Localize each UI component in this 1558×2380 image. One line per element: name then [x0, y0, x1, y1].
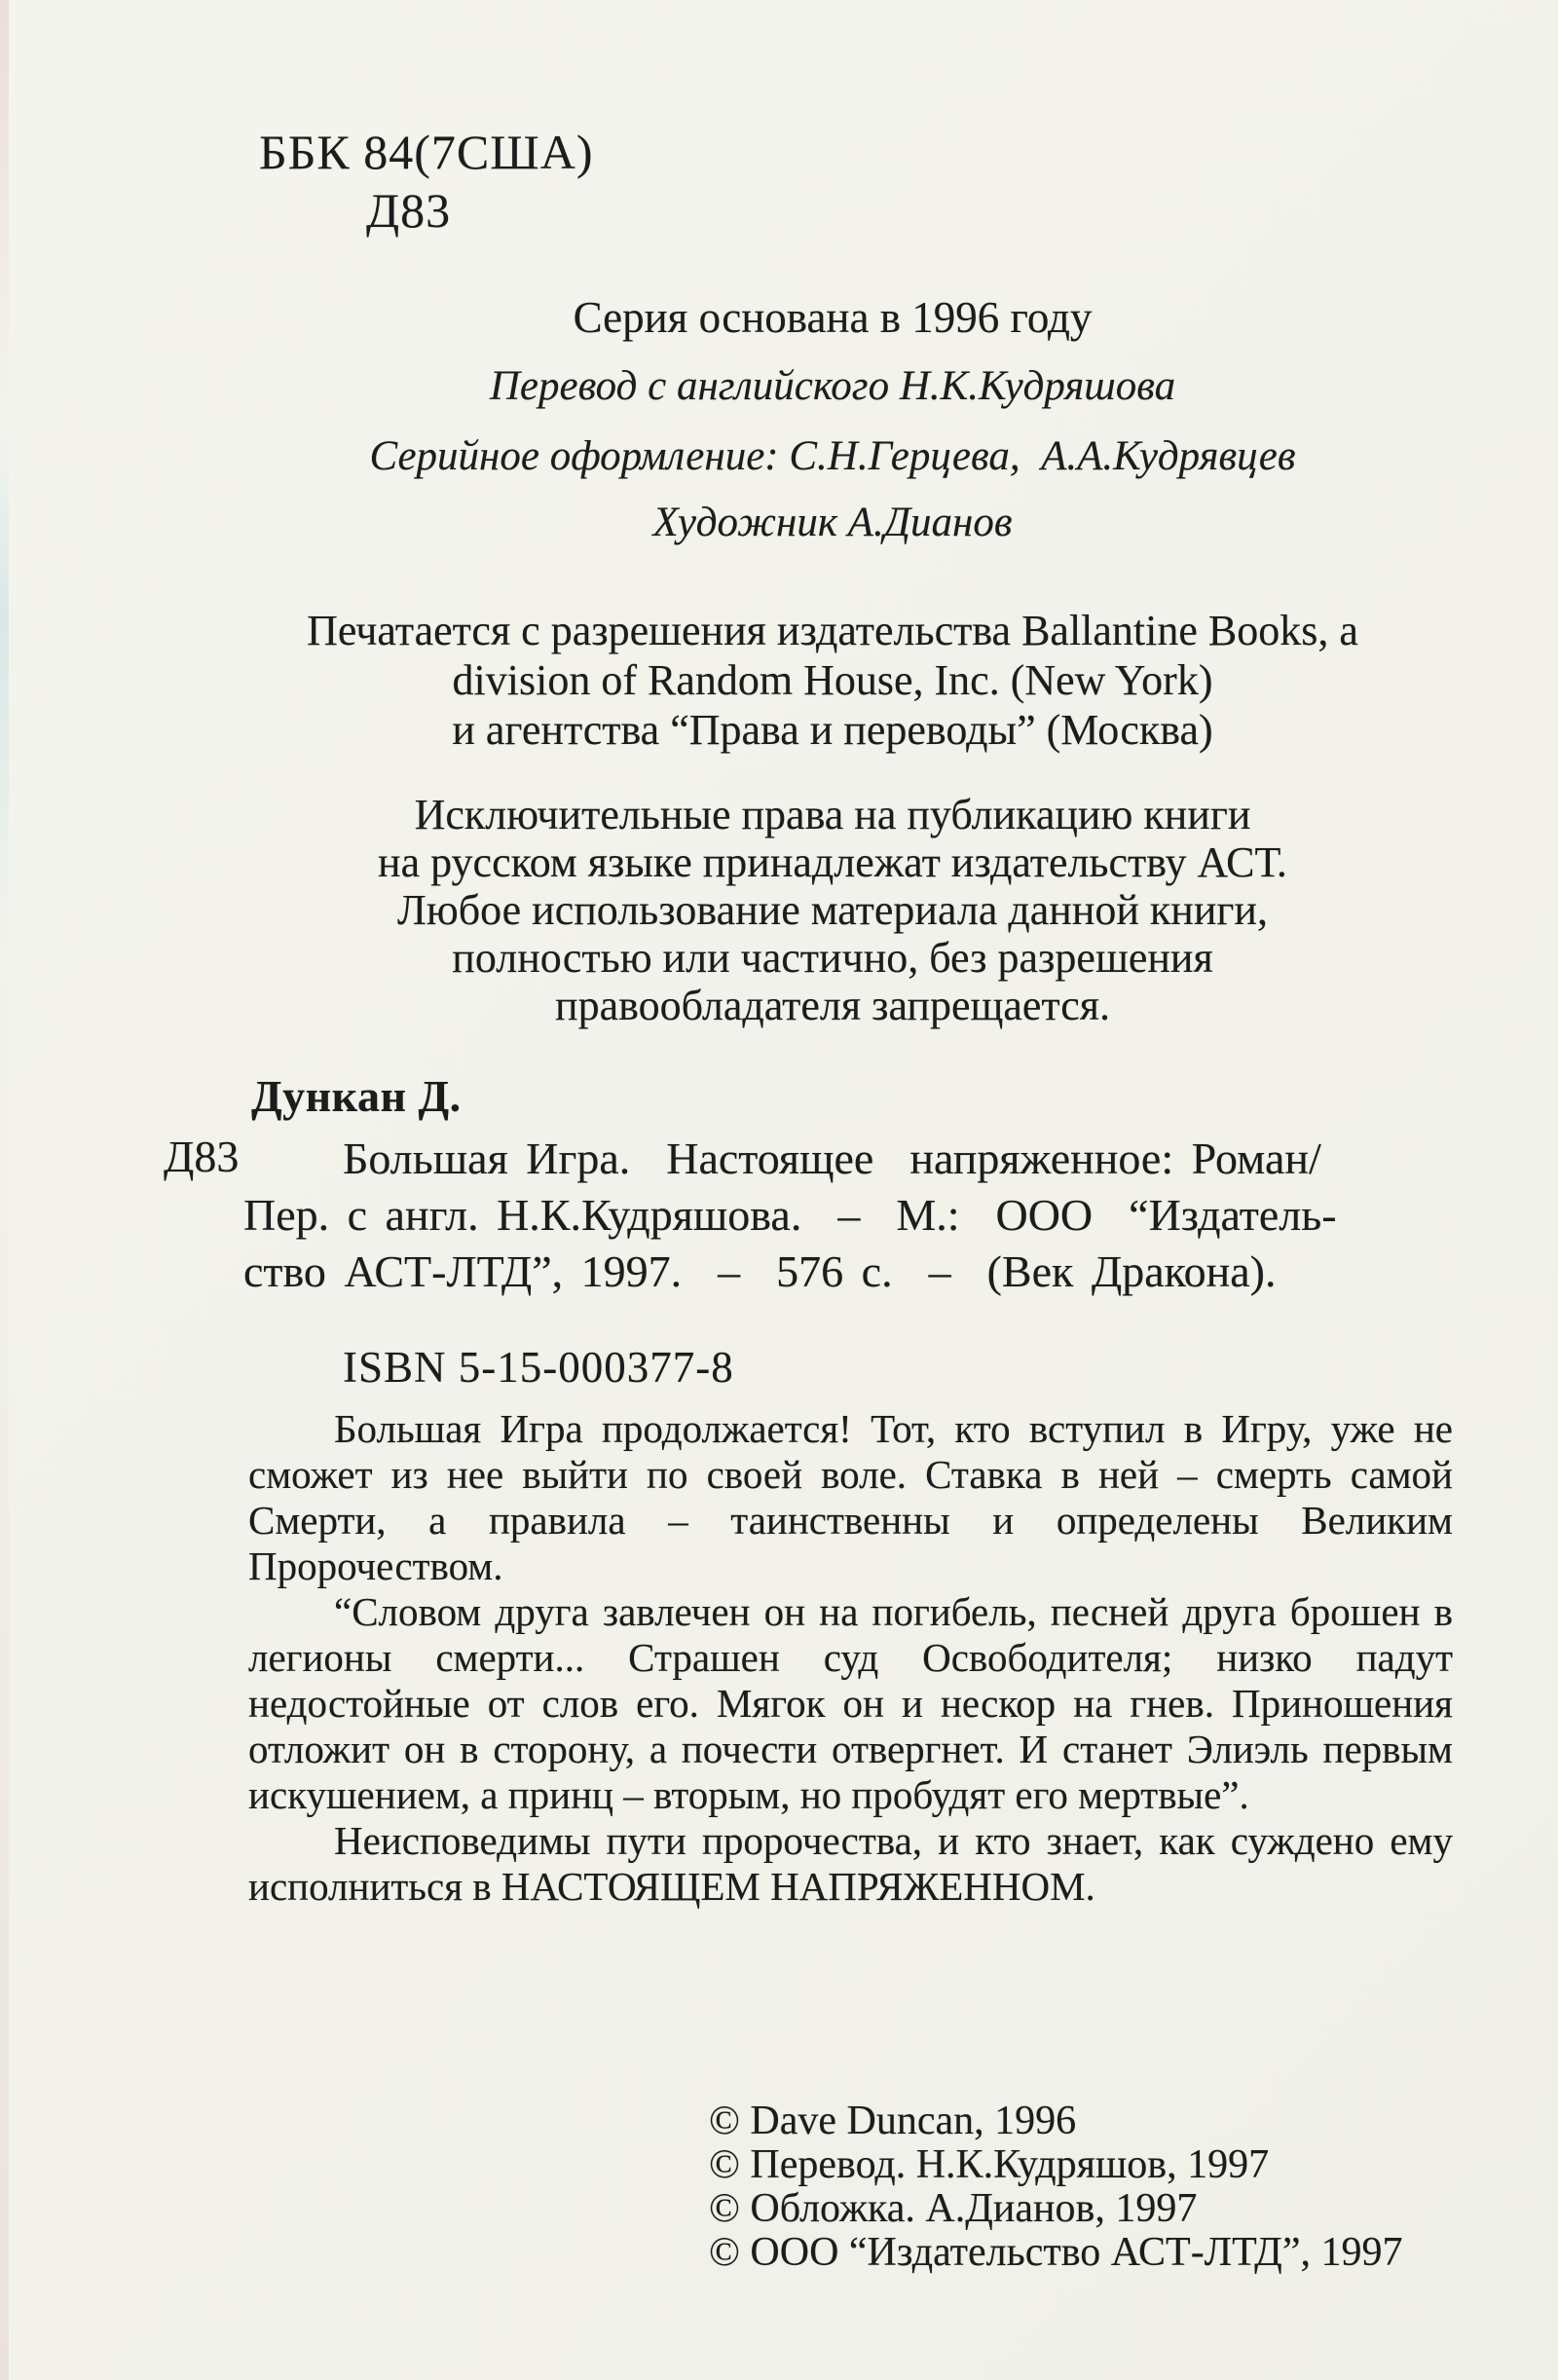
bbk-author-sign: Д83 — [366, 183, 452, 238]
copyright-block — [709, 2100, 1402, 2275]
rights-line: правообладателя запрещается. — [555, 982, 1110, 1029]
catalog-line: Большая Игра. Настоящее напряженное: Роман/ — [343, 1134, 1321, 1183]
permission-note — [117, 606, 1548, 755]
rights-reserved-note — [117, 791, 1548, 1029]
catalog-entry — [243, 1131, 1439, 1300]
annotation-paragraph: “Словом друга завлечен он на погибель, песней друга брошен в легионы смерти... Страшен суд Освободителя; низко падут недостойные от слов его. Мягок он и нескор на гнев. Приношения отложит он в сторону, а почести отвергнет. И станет Элиэль первым искушением, а принц – вторым, но пробудят его мертвые”. — [248, 1589, 1453, 1817]
catalog-line: ство АСТ-ЛТД”, 1997. – 576 с. – (Век Дракона). — [243, 1246, 1277, 1296]
annotation-paragraph: Большая Игра продолжается! Тот, кто вступил в Игру, уже не сможет из нее выйти по своей воле. Ставка в ней – смерть самой Смерти, а правила – таинственны и определены Великим Пророчеством. — [248, 1406, 1453, 1588]
catalog-line: Пер. с англ. Н.К.Кудряшова. – М.: ООО “Издатель- — [243, 1190, 1337, 1240]
rights-line: полностью или частично, без разрешения — [452, 934, 1213, 982]
bbk-code: ББК 84(7США) — [259, 125, 594, 179]
scan-edge-artifact — [0, 0, 9, 2380]
design-credit: Серийное оформление: С.Н.Герцева, А.А.Кудрявцев — [369, 433, 1296, 479]
bbk-block — [259, 123, 593, 240]
translator-credit: Перевод с английского Н.К.Кудряшова — [489, 363, 1176, 409]
copyright-line: © Перевод. Н.К.Кудряшов, 1997 — [709, 2142, 1270, 2187]
permission-line: и агентства “Права и переводы” (Москва) — [452, 706, 1213, 754]
permission-line: Печатается с разрешения издательства Ballantine Books, a — [307, 607, 1358, 654]
catalog-author-sign: Д83 — [164, 1132, 240, 1181]
rights-line: Любое использование материала данной книги, — [397, 886, 1268, 934]
catalog-author-heading: Дункан Д. — [251, 1071, 462, 1121]
annotation-paragraph: Неисповедимы пути пророчества, и кто знает, как суждено ему исполниться в НАСТОЯЩЕМ НАПРЯЖЕННОМ. — [248, 1818, 1453, 1909]
isbn-number: ISBN 5-15-000377-8 — [343, 1343, 734, 1392]
annotation-block — [248, 1406, 1453, 1910]
copyright-line: © Dave Duncan, 1996 — [709, 2099, 1077, 2143]
artist-credit: Художник А.Дианов — [652, 500, 1013, 545]
copyright-line: © Обложка. А.Дианов, 1997 — [709, 2186, 1198, 2231]
rights-line: Исключительные права на публикацию книги — [414, 791, 1251, 838]
series-note: Серия основана в 1996 году — [573, 293, 1093, 342]
rights-line: на русском языке принадлежат издательству АСТ. — [378, 838, 1287, 886]
copyright-line: © ООО “Издательство АСТ-ЛТД”, 1997 — [709, 2230, 1403, 2275]
permission-line: division of Random House, Inc. (New York) — [452, 656, 1213, 704]
